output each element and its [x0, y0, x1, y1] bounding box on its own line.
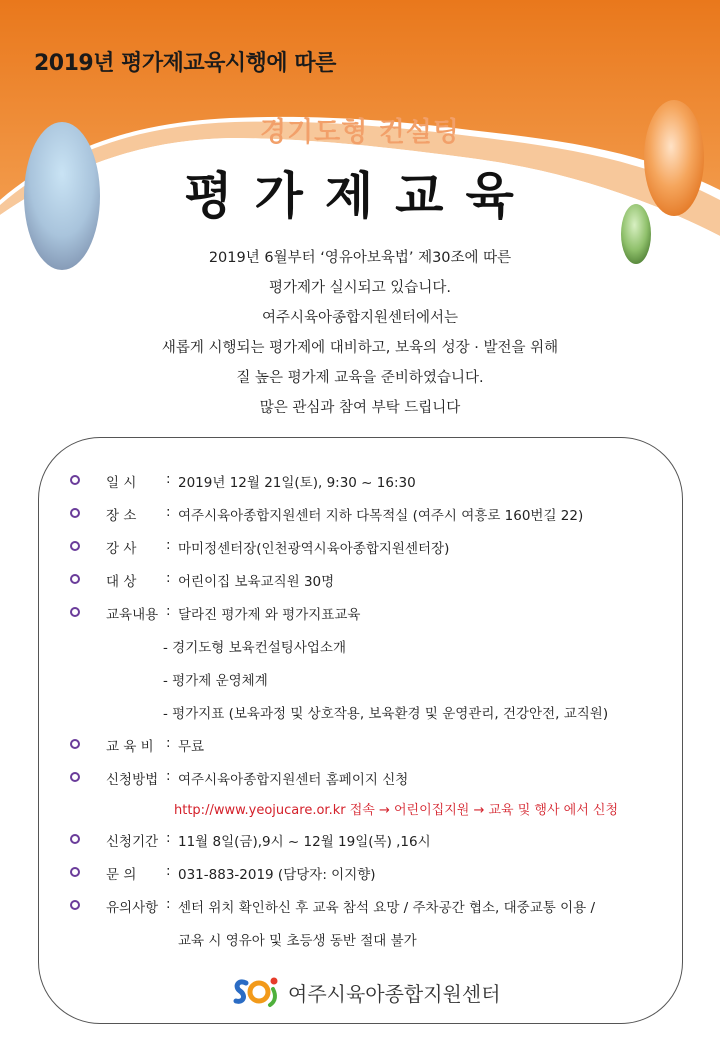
colon: : [166, 735, 171, 751]
bullet-icon [70, 739, 80, 749]
place-label: 장 소 [106, 508, 137, 524]
footer-org-name: 여주시육아종합지원센터 [288, 981, 501, 1006]
lecturer-value: 마미정센터장(인천광역시육아종합지원센터장) [178, 541, 450, 557]
date-label: 일 시 [106, 475, 137, 491]
intro-line: 평가제가 실시되고 있습니다. [269, 280, 451, 296]
apply-url-line [174, 799, 618, 818]
fee-label: 교 육 비 [106, 739, 154, 755]
colon: : [166, 896, 171, 912]
bullet-icon [70, 772, 80, 782]
date-value: 2019년 12월 21일(토), 9:30 ~ 16:30 [178, 475, 416, 491]
lecturer-label: 강 사 [106, 541, 137, 557]
fee-value: 무료 [178, 739, 205, 755]
bullet-icon [70, 508, 80, 518]
contact-label: 문 의 [106, 867, 137, 883]
intro-paragraph [0, 243, 720, 423]
apply-value: 여주시육아종합지원센터 홈페이지 신청 [178, 772, 409, 788]
notes-value-line2: 교육 시 영유아 및 초등생 동반 절대 불가 [178, 933, 417, 949]
content-label: 교육내용 [106, 607, 159, 623]
target-label: 대 상 [106, 574, 137, 590]
main-title: 평가제교육 [184, 166, 536, 225]
intro-line: 2019년 6월부터 ‘영유아보육법’ 제30조에 따른 [208, 250, 512, 266]
contact-value: 031-883-2019 (담당자: 이지향) [178, 867, 376, 883]
yeoju-center-logo-icon [232, 975, 282, 1009]
colon: : [166, 504, 171, 520]
bullet-icon [70, 834, 80, 844]
colon: : [166, 768, 171, 784]
notes-value: 센터 위치 확인하신 후 교육 참석 요망 / 주차공간 협소, 대중교통 이용 / [178, 900, 595, 916]
colon: : [166, 471, 171, 487]
place-value: 여주시육아종합지원센터 지하 다목적실 (여주시 여흥로 160번길 22) [178, 508, 584, 524]
intro-line: 많은 관심과 참여 부탁 드립니다 [259, 400, 461, 416]
intro-line: 여주시육아종합지원센터에서는 [261, 310, 459, 326]
intro-line: 질 높은 평가제 교육을 준비하였습니다. [236, 370, 484, 386]
colon: : [166, 537, 171, 553]
content-item: - 경기도형 보육컨설팅사업소개 [163, 640, 346, 656]
colon: : [166, 570, 171, 586]
colon: : [166, 830, 171, 846]
bullet-icon [70, 574, 80, 584]
top-title: 2019년 평가제교육시행에 따른 [34, 51, 336, 76]
period-value: 11월 8일(금),9시 ~ 12월 19일(목) ,16시 [178, 834, 431, 850]
period-label: 신청기간 [106, 834, 159, 850]
target-value: 어린이집 보육교직원 30명 [178, 574, 335, 590]
apply-url-tail: 에서 신청 [559, 803, 619, 818]
content-value: 달라진 평가제 와 평가지표교육 [178, 607, 361, 623]
content-item: - 평가제 운영체계 [163, 673, 268, 689]
content-item: - 평가지표 (보육과정 및 상호작용, 보육환경 및 운영관리, 건강안전, 교직원) [163, 706, 609, 722]
bullet-icon [70, 867, 80, 877]
apply-url-link[interactable]: http://www.yeojucare.or.kr 접속 → 어린이집지원 → 교육 및 행사 [174, 803, 560, 818]
footer [232, 974, 501, 1010]
bullet-icon [70, 475, 80, 485]
colon: : [166, 603, 171, 619]
apply-label: 신청방법 [106, 772, 159, 788]
bullet-icon [70, 541, 80, 551]
notes-label: 유의사항 [106, 900, 159, 916]
bullet-icon [70, 607, 80, 617]
intro-line: 새롭게 시행되는 평가제에 대비하고, 보육의 성장 · 발전을 위해 [161, 340, 559, 356]
bullet-icon [70, 900, 80, 910]
colon: : [166, 863, 171, 879]
subtitle: 경기도형 컨설팅 [260, 117, 460, 148]
